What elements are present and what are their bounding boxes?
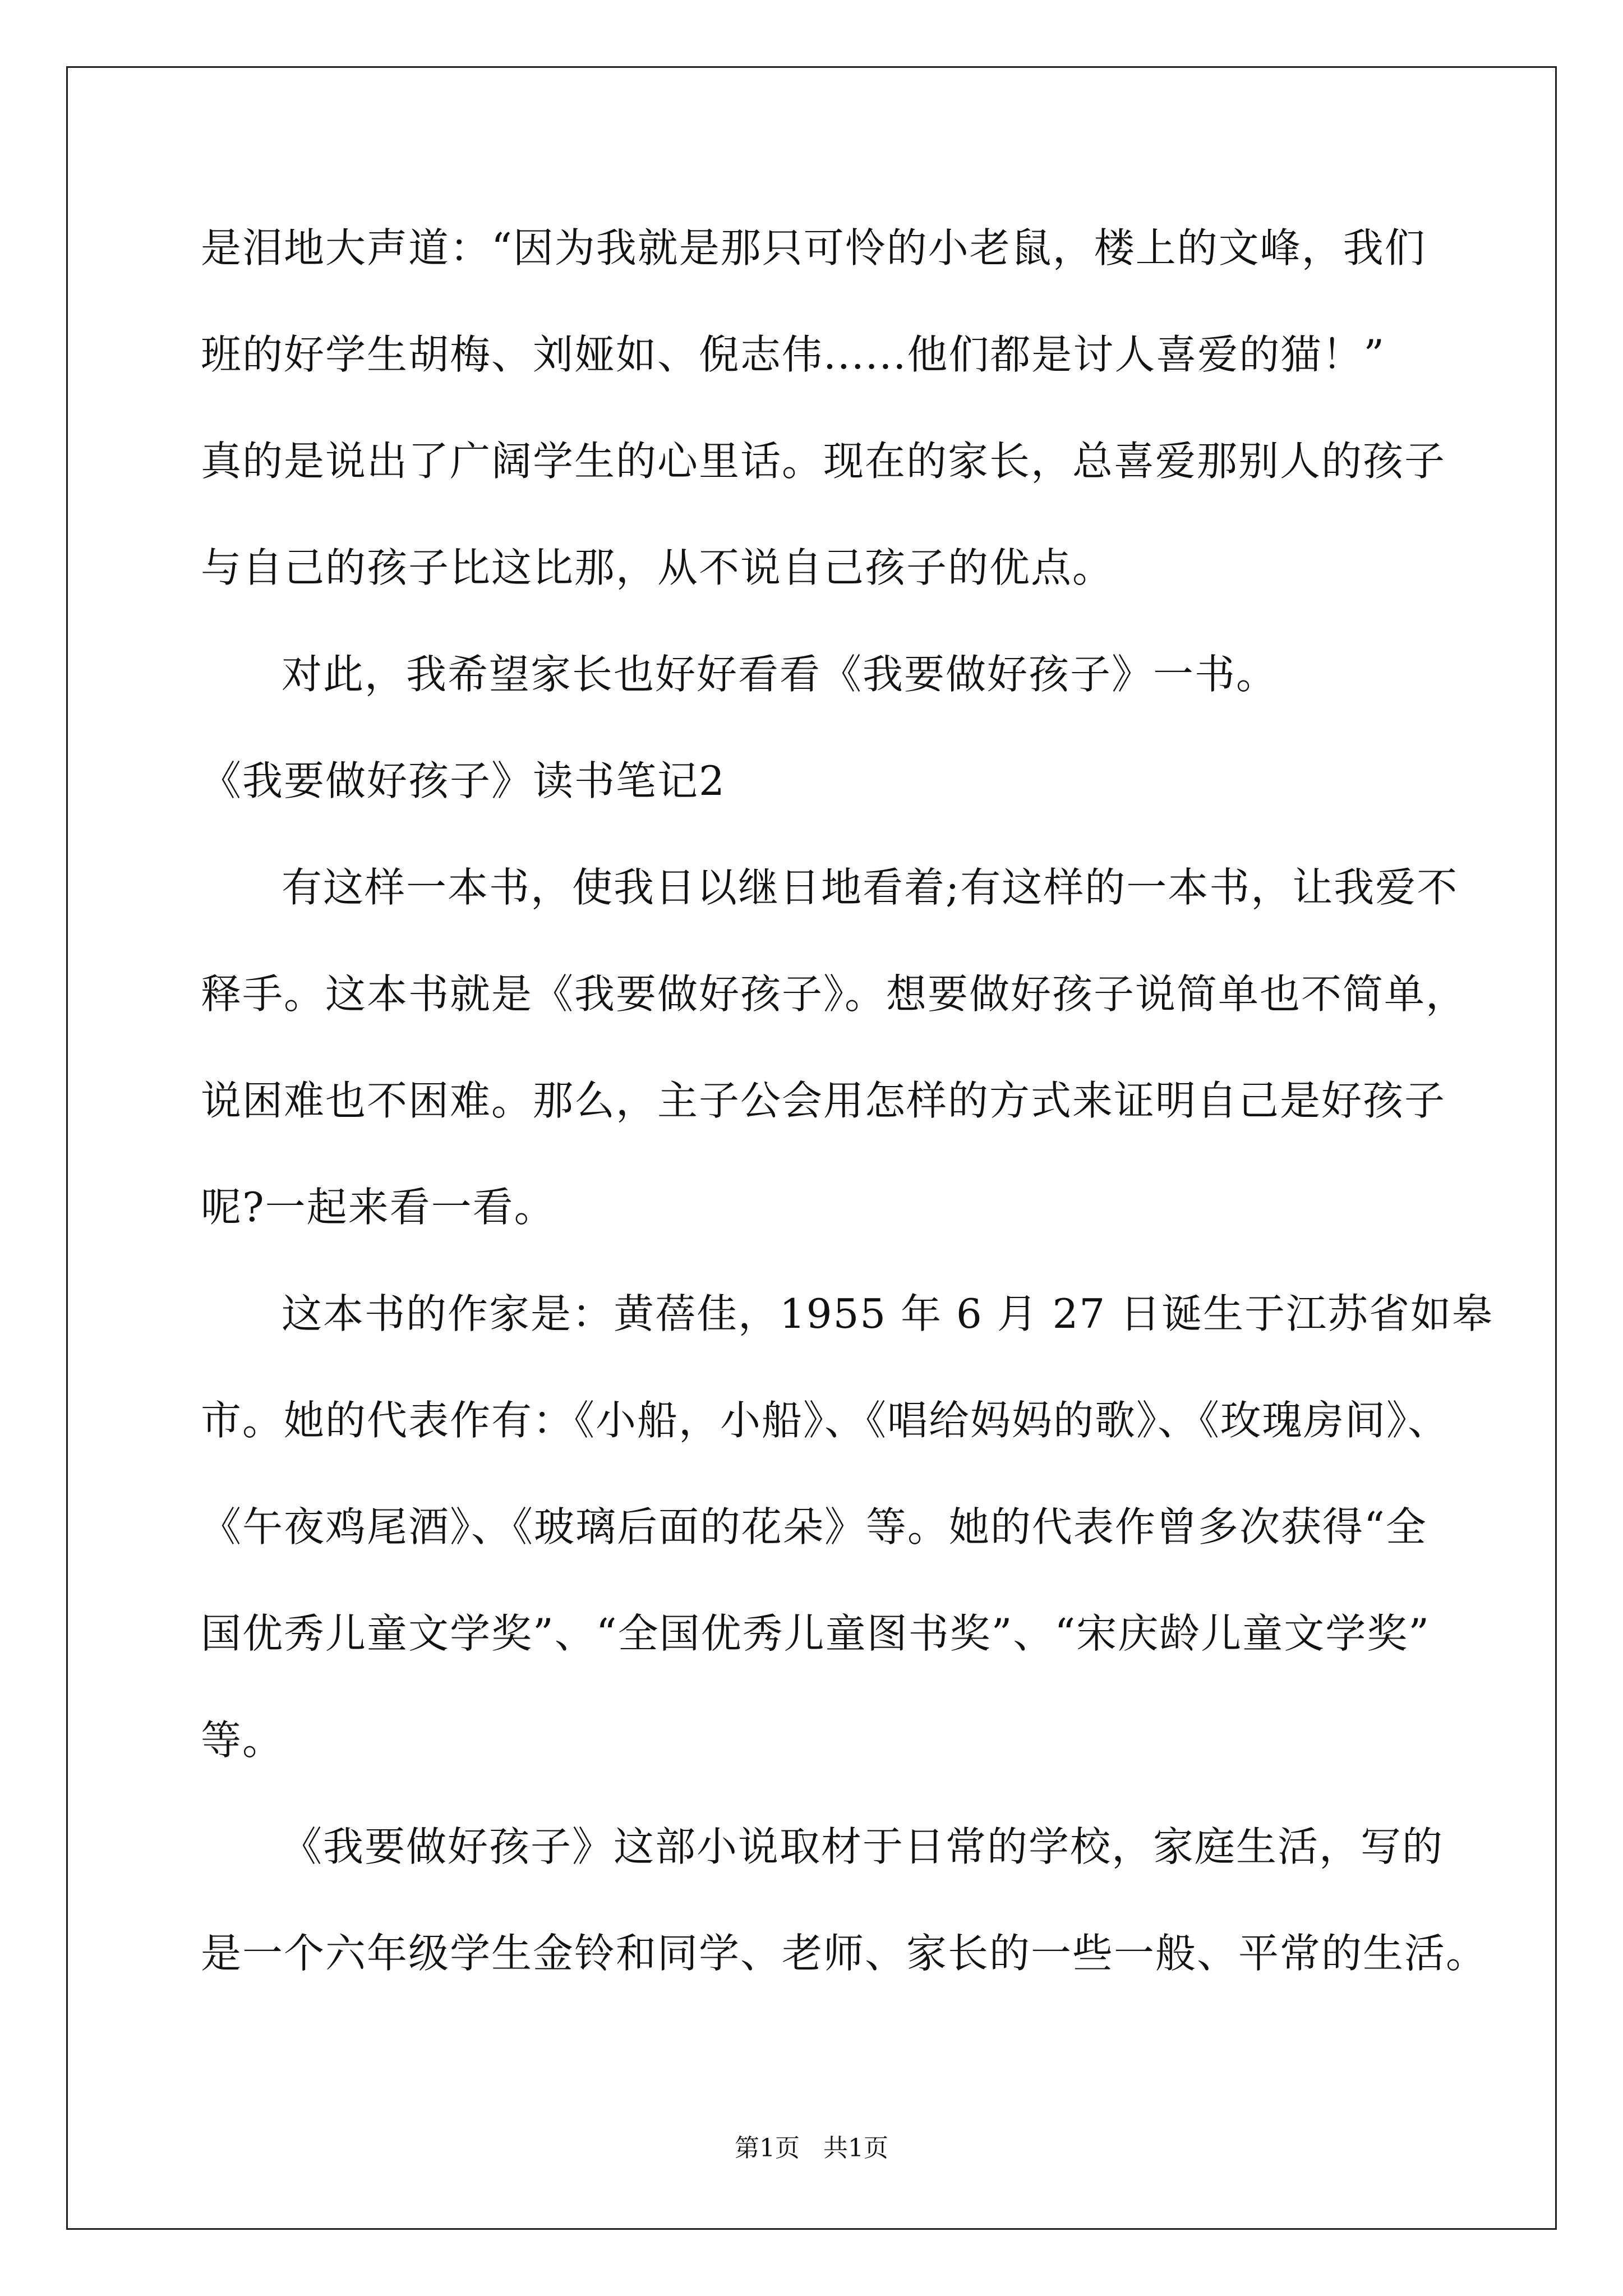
text-line-16: 《我要做好孩子》这部小说取材于日常的学校，家庭生活，写的 [282,1823,1444,1870]
text-line-4: 与自己的孩子比这比那，从不说自己孩子的优点。 [201,544,1114,591]
text-line-9: 说困难也不困难。那么，主子公会用怎样的方式来证明自己是好孩子 [201,1077,1446,1124]
section-heading: 《我要做好孩子》读书笔记2 [201,757,726,804]
text-line-3: 真的是说出了广阔学生的心里话。现在的家长，总喜爱那别人的孩子 [201,438,1446,485]
page-footer: 第1页 共1页 [735,2134,888,2162]
text-line-8: 释手。这本书就是《我要做好孩子》。想要做好孩子说简单也不简单， [201,970,1468,1018]
text-line-14: 国优秀儿童文学奖”、“全国优秀儿童图书奖”、“宋庆龄儿童文学奖” [201,1610,1431,1657]
text-line-2: 班的好学生胡梅、刘娅如、倪志伟......他们都是讨人喜爱的猫！” [201,331,1386,378]
text-line-5: 对此，我希望家长也好好看看《我要做好孩子》一书。 [282,651,1278,698]
text-line-1: 是泪地大声道：“因为我就是那只可怜的小老鼠，楼上的文峰，我们 [201,224,1426,272]
page-border [66,66,1557,2230]
text-line-13: 《午夜鸡尾酒》、《玻璃后面的花朵》等。她的代表作曾多次获得“全 [201,1503,1427,1550]
text-line-12: 市。她的代表作有：《小船，小船》、《唱给妈妈的歌》、《玫瑰房间》、 [201,1397,1450,1444]
text-line-10: 呢?一起来看一看。 [201,1184,556,1231]
text-line-7: 有这样一本书，使我日以继日地看着;有这样的一本书，让我爱不 [282,864,1459,911]
text-line-11: 这本书的作家是：黄蓓佳，1955 年 6 月 27 日诞生于江苏省如皋 [282,1290,1494,1337]
text-line-17: 是一个六年级学生金铃和同学、老师、家长的一些一般、平常的生活。 [201,1930,1488,1977]
text-line-15: 等。 [201,1717,284,1764]
